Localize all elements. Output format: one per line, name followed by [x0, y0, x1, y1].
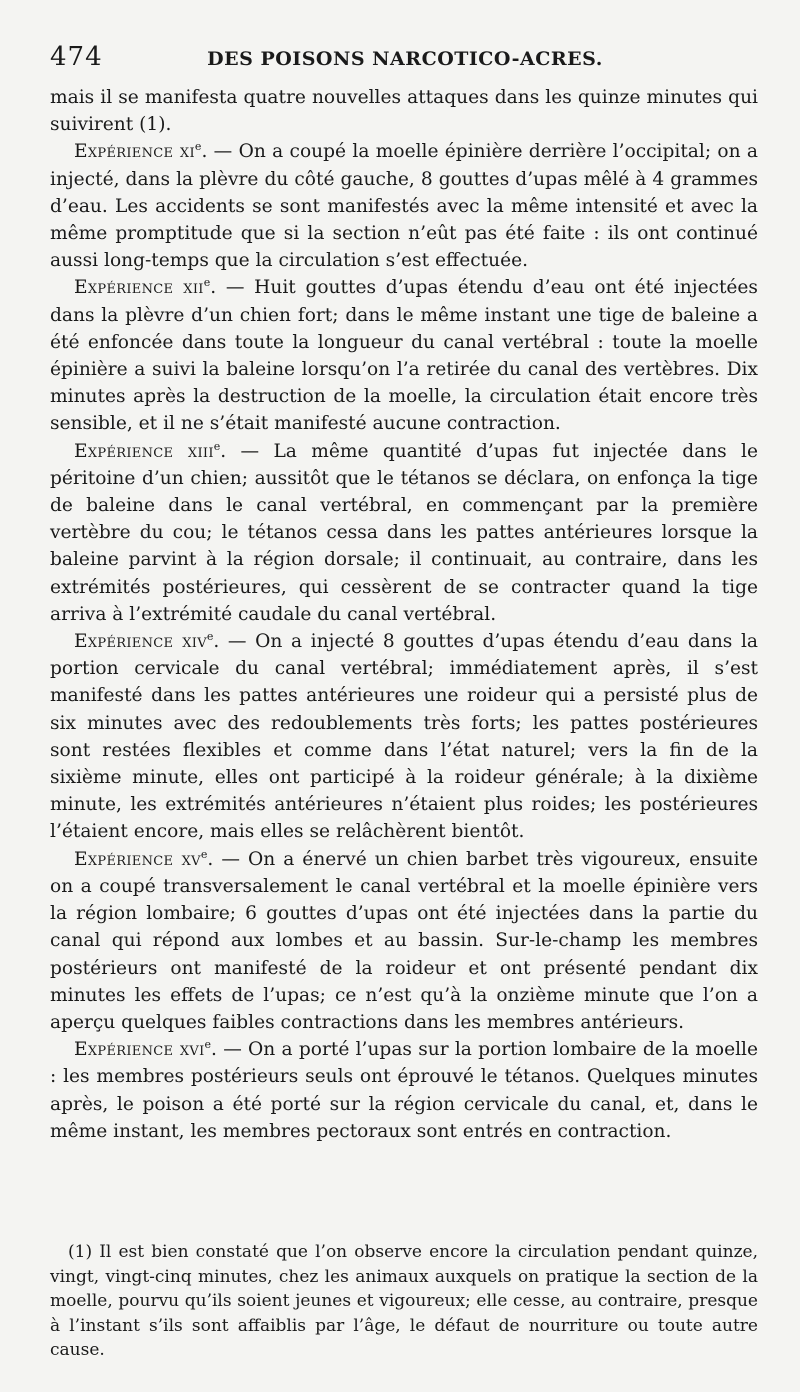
paragraph-experience-12	[50, 274, 758, 437]
ordinal-superscript: e	[194, 140, 202, 154]
experience-label: Expérience xvi	[74, 1039, 205, 1061]
paragraph-experience-11	[50, 138, 758, 274]
ordinal-superscript: e	[206, 629, 214, 643]
paragraph-text: mais il se manifesta quatre nouvelles attaques dans les quinze minutes qui suivirent (1).	[50, 87, 758, 136]
ordinal-superscript: e	[204, 1037, 212, 1051]
paragraph-experience-13	[50, 438, 758, 628]
paragraph-text: . — On a énervé un chien barbet très vigoureux, ensuite on a coupé transversalement le canal vertébral et la moelle épinière vers la région lombaire; 6 gouttes d’upas ont été injectées dans la partie du canal qui répond aux lombes et au bassin. Sur-le-champ les membres postérieurs ont manifesté de la roideur et ont présenté pendant dix minutes les effets de l’upas; ce n’est qu’à la onzième minute que l’on a aperçu quelques faibles contractions dans les membres antérieurs.	[50, 848, 758, 1033]
paragraph-experience-15	[50, 846, 758, 1036]
body-text	[50, 84, 758, 1145]
paragraph	[50, 84, 758, 138]
paragraph-text: . — On a porté l’upas sur la portion lombaire de la moelle : les membres postérieurs seuls ont éprouvé le tétanos. Quelques minutes après, le poison a été porté sur la région cervicale du canal, et, dans le même instant, les membres pectoraux sont entrés en contraction.	[50, 1039, 758, 1142]
paragraph-text: . — On a coupé la moelle épinière derrière l’occipital; on a injecté, dans la plèvre du côté gauche, 8 gouttes d’upas mêlé à 4 grammes d’eau. Les accidents se sont manifestés avec la même intensité et avec la même promptitude que si la section n’eût pas été faite : ils ont continué aussi long-temps que la circulation s’est effectuée.	[50, 141, 759, 272]
paragraph-experience-16	[50, 1036, 758, 1145]
page-header	[50, 40, 760, 80]
ordinal-superscript: e	[213, 439, 221, 453]
experience-label: Expérience xiv	[74, 631, 207, 653]
ordinal-superscript: e	[203, 276, 211, 290]
ordinal-superscript: e	[200, 847, 208, 861]
experience-label: Expérience xii	[74, 277, 204, 299]
paragraph-text: . — La même quantité d’upas fut injectée dans le péritoine d’un chien; aussitôt que le tétanos se déclara, on enfonça la tige de baleine dans le canal vertébral, en commençant par la première vertèbre du cou; le tétanos cessa dans les pattes antérieures lorsque la baleine parvint à la région dorsale; il continuait, au contraire, dans les extrémités postérieures, qui cessèrent de se contracter quand la tige arriva à l’extrémité caudale du canal vertébral.	[50, 440, 758, 625]
paragraph-text: . — Huit gouttes d’upas étendu d’eau ont été injectées dans la plèvre d’un chien fort; dans le même instant une tige de baleine a été enfoncée dans toute la longueur du canal vertébral : toute la moelle épinière a suivi la baleine lorsqu’on l’a retirée du canal des vertèbres. Dix minutes après la destruction de la moelle, la circulation était encore très sensible, et il ne s’était manifesté aucune contraction.	[50, 277, 758, 435]
experience-label: Expérience xi	[74, 141, 195, 163]
experience-label: Expérience xv	[74, 848, 201, 870]
paragraph-experience-14	[50, 628, 758, 846]
page-number: 474	[50, 42, 103, 72]
footnote: (1) Il est bien constaté que l’on observe encore la circulation pendant quinze, vingt, vingt-cinq minutes, chez les animaux auxquels on pratique la section de la moelle, pourvu qu’ils soient jeunes et vigoureux; elle cesse, au contraire, presque à l’instant s’ils sont affaiblis par l’âge, le défaut de nourriture ou toute autre cause.	[50, 1242, 758, 1361]
paragraph-text: . — On a injecté 8 gouttes d’upas étendu d’eau dans la portion cervicale du canal vertébral; immédiatement après, il s’est manifesté dans les pattes antérieures une roideur qui a persisté plus de six minutes avec des redoublements très forts; les pattes postérieures sont restées flexibles et comme dans l’état naturel; vers la fin de la sixième minute, elles ont participé à la roideur générale; à la dixième minute, les extrémités antérieures n’étaient plus roides; les postérieures l’étaient encore, mais elles se relâchèrent bientôt.	[50, 631, 758, 843]
experience-label: Expérience xiii	[74, 440, 214, 462]
running-title: DES POISONS NARCOTICO-ACRES.	[207, 48, 603, 70]
